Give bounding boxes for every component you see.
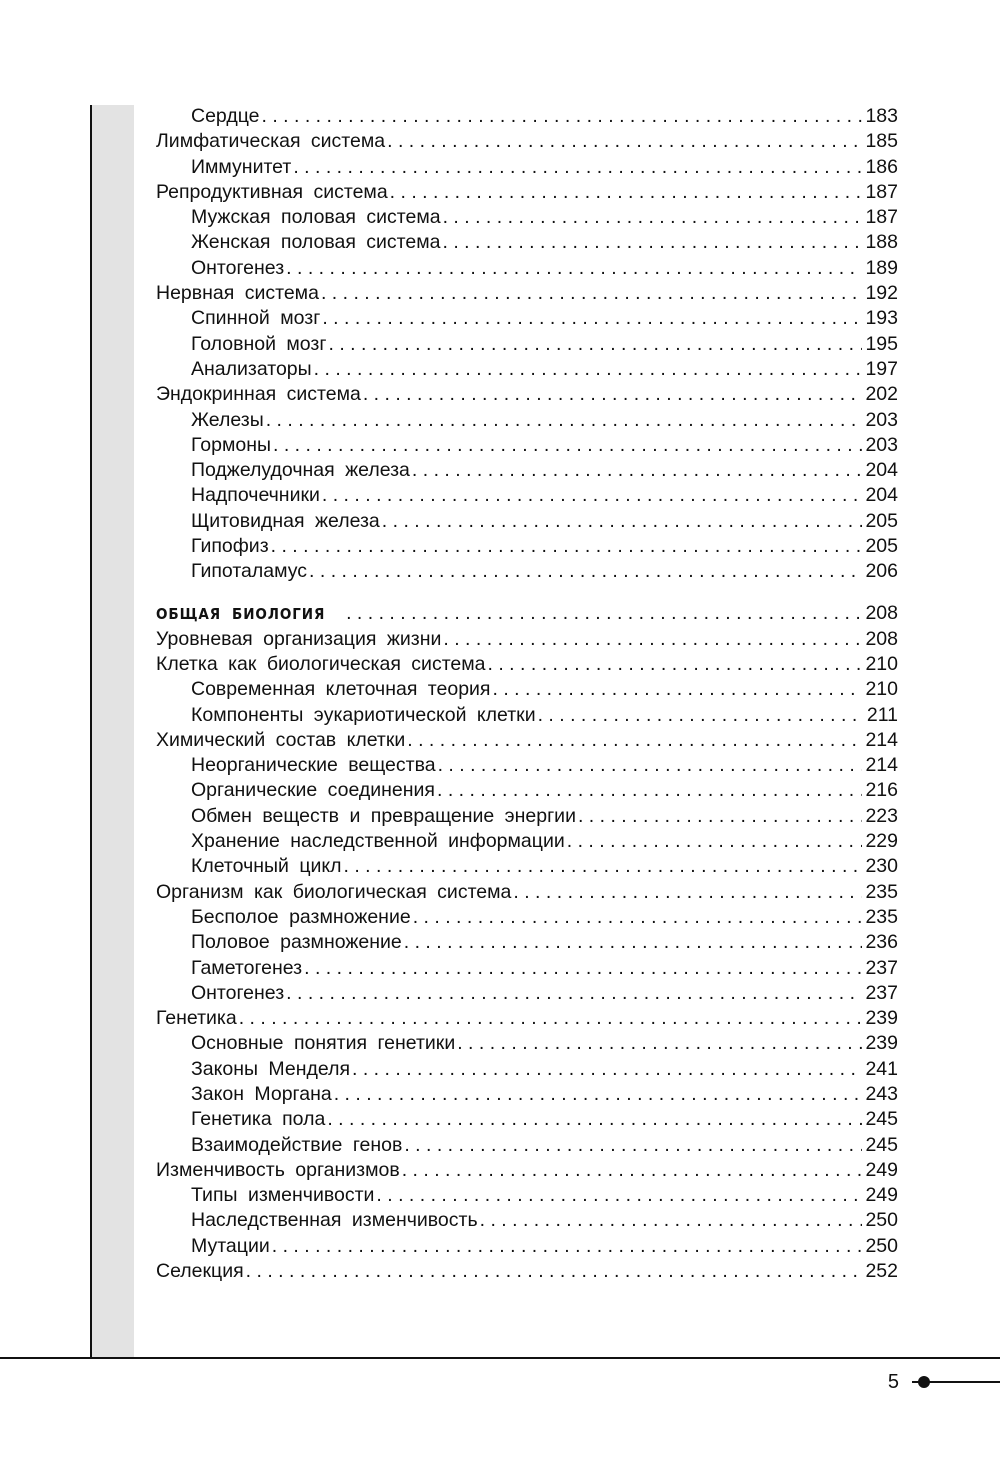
toc-dot-leader	[488, 652, 863, 677]
toc-entry-title: Онтогенез	[191, 256, 285, 279]
toc-entry-page: 250	[865, 1209, 898, 1232]
toc-entry-title: Органические соединения	[191, 779, 435, 802]
toc-entry-page: 187	[865, 206, 898, 229]
toc-entry	[156, 804, 898, 829]
toc-entry-title: Онтогенез	[191, 981, 285, 1004]
toc-dot-leader	[480, 1208, 863, 1233]
toc-dot-leader	[272, 1234, 863, 1259]
toc-entry	[156, 1133, 898, 1158]
toc-entry-title: Бесполое размножение	[191, 905, 411, 928]
toc-entry-title: Щитовидная железа	[191, 509, 380, 532]
toc-entry-title: Репродуктивная система	[156, 180, 388, 203]
toc-dot-leader	[344, 854, 863, 879]
toc-entry	[156, 703, 898, 728]
toc-entry-page: 211	[866, 703, 898, 726]
toc-entry-page: 192	[865, 282, 898, 305]
toc-entry-page: 250	[865, 1234, 898, 1257]
toc-dot-leader	[363, 382, 863, 407]
toc-entry-title: Типы изменчивости	[191, 1184, 375, 1207]
toc-entry-page: 204	[865, 484, 898, 507]
toc-dot-leader	[443, 230, 863, 255]
table-of-contents	[156, 104, 898, 1284]
toc-entry-title: Железы	[191, 408, 264, 431]
toc-entry-title: Клетка как биологическая система	[156, 652, 486, 675]
toc-entry-page: 235	[865, 905, 898, 928]
toc-entry-title: Гормоны	[191, 433, 271, 456]
toc-entry-title: Сердце	[191, 105, 260, 127]
toc-entry-page: 249	[865, 1158, 898, 1181]
toc-entry-title: Гаметогенез	[191, 956, 303, 979]
toc-entry-page: 216	[865, 779, 898, 802]
toc-entry-page: 241	[865, 1057, 898, 1080]
toc-dot-leader	[309, 559, 862, 584]
toc-dot-leader	[578, 804, 862, 829]
toc-entry-title: Клеточный цикл	[191, 855, 342, 878]
toc-entry-title: Химический состав клетки	[156, 728, 406, 751]
toc-dot-leader	[246, 1259, 863, 1284]
toc-entry	[156, 256, 898, 281]
toc-entry-page: 203	[865, 433, 898, 456]
toc-dot-leader	[457, 1031, 862, 1056]
toc-entry	[156, 281, 898, 306]
toc-dot-leader	[404, 930, 863, 955]
toc-dot-leader	[438, 753, 863, 778]
toc-entry-page: 187	[865, 180, 898, 203]
toc-entry-page: 243	[865, 1082, 898, 1105]
margin-rule	[90, 105, 92, 1358]
toc-entry	[156, 753, 898, 778]
toc-entry	[156, 981, 898, 1006]
toc-dot-leader	[443, 205, 863, 230]
toc-entry-title: Генетика пола	[191, 1108, 326, 1131]
toc-entry-title: Неорганические вещества	[191, 754, 436, 777]
toc-entry-title: Хранение наследственной информации	[191, 830, 565, 853]
toc-entry	[156, 778, 898, 803]
toc-entry-title: Спинной мозг	[191, 307, 321, 330]
toc-entry	[156, 1158, 898, 1183]
toc-entry	[156, 332, 898, 357]
toc-entry	[156, 930, 898, 955]
toc-entry	[156, 559, 898, 584]
toc-dot-leader	[352, 1057, 862, 1082]
toc-entry-page: 235	[865, 880, 898, 903]
toc-entry-page: 229	[865, 830, 898, 853]
toc-dot-leader	[387, 129, 862, 154]
toc-entry-page: 210	[865, 652, 898, 675]
toc-entry-page: 236	[865, 931, 898, 954]
toc-entry	[156, 129, 898, 154]
toc-entry-title: Современная клеточная теория	[191, 678, 491, 701]
toc-entry-title: Женская половая система	[191, 231, 441, 254]
toc-entry-page: 214	[865, 728, 898, 751]
toc-entry-title: Анализаторы	[191, 357, 312, 380]
toc-entry	[156, 956, 898, 981]
toc-entry-page: 205	[865, 509, 898, 532]
toc-entry-page: 203	[865, 408, 898, 431]
toc-dot-leader	[262, 104, 863, 129]
toc-entry	[156, 408, 898, 433]
toc-dot-leader	[567, 829, 863, 854]
toc-entry-page: 208	[865, 601, 898, 624]
toc-entry	[156, 1031, 898, 1056]
toc-entry	[156, 357, 898, 382]
toc-entry-page: 245	[865, 1108, 898, 1131]
toc-entry	[156, 230, 898, 255]
toc-entry	[156, 1183, 898, 1208]
toc-dot-leader	[382, 509, 863, 534]
toc-entry	[156, 652, 898, 677]
toc-dot-leader	[239, 1006, 863, 1031]
toc-entry	[156, 854, 898, 879]
toc-entry-page: 206	[865, 560, 898, 583]
bullet-line-ornament	[912, 1372, 1000, 1392]
toc-dot-leader	[437, 778, 862, 803]
toc-entry	[156, 458, 898, 483]
toc-entry-title: Наследственная изменчивость	[191, 1209, 478, 1232]
toc-entry	[156, 509, 898, 534]
toc-dot-leader	[407, 728, 862, 753]
toc-entry-title: Головной мозг	[191, 332, 327, 355]
toc-entry-title: Эндокринная система	[156, 383, 361, 406]
toc-entry	[156, 677, 898, 702]
toc-dot-leader	[513, 880, 862, 905]
toc-entry-page: 245	[865, 1133, 898, 1156]
toc-dot-leader	[493, 677, 863, 702]
toc-entry-title: Основные понятия генетики	[191, 1032, 456, 1055]
toc-entry-title: Поджелудочная железа	[191, 459, 410, 482]
toc-entry-page: 208	[865, 627, 898, 650]
toc-entry	[156, 534, 898, 559]
toc-entry-page: 188	[865, 231, 898, 254]
toc-dot-leader	[346, 601, 862, 626]
toc-dot-leader	[286, 256, 862, 281]
toc-dot-leader	[322, 483, 863, 508]
toc-dot-leader	[273, 433, 862, 458]
toc-entry-page: 214	[865, 754, 898, 777]
toc-entry	[156, 306, 898, 331]
toc-entry-title: Организм как биологическая система	[156, 880, 512, 903]
toc-entry-title: Законы Менделя	[191, 1057, 351, 1080]
toc-entry-page: 237	[865, 981, 898, 1004]
toc-entry-page: 237	[865, 956, 898, 979]
toc-entry	[156, 382, 898, 407]
toc-dot-leader	[322, 306, 862, 331]
toc-dot-leader	[402, 1158, 863, 1183]
toc-entry-title: Надпочечники	[191, 484, 320, 507]
toc-entry	[156, 483, 898, 508]
toc-dot-leader	[304, 956, 862, 981]
toc-entry-title: Мужская половая система	[191, 206, 441, 229]
toc-dot-leader	[538, 703, 864, 728]
toc-entry	[156, 433, 898, 458]
toc-entry	[156, 829, 898, 854]
toc-dot-leader	[443, 627, 862, 652]
toc-entry-title: Мутации	[191, 1234, 270, 1257]
toc-entry-title: Иммунитет	[191, 155, 292, 178]
toc-entry-title: Нервная система	[156, 282, 319, 305]
toc-entry-title: Лимфатическая система	[156, 130, 386, 153]
toc-dot-leader	[271, 534, 863, 559]
toc-entry	[156, 1107, 898, 1132]
toc-dot-leader	[334, 1082, 863, 1107]
toc-entry-page: 210	[865, 678, 898, 701]
toc-dot-leader	[327, 1107, 862, 1132]
toc-entry-page: 239	[865, 1032, 898, 1055]
toc-entry-page: 183	[865, 105, 898, 127]
toc-entry-page: 195	[865, 332, 898, 355]
toc-dot-leader	[293, 155, 862, 180]
toc-entry	[156, 155, 898, 180]
toc-entry-title: Обмен веществ и превращение энергии	[191, 804, 576, 827]
toc-dot-leader	[404, 1133, 862, 1158]
toc-entry	[156, 205, 898, 230]
toc-entry-page: 197	[865, 357, 898, 380]
toc-entry-page: 193	[865, 307, 898, 330]
toc-dot-leader	[376, 1183, 862, 1208]
toc-entry-title: Взаимодействие генов	[191, 1133, 403, 1156]
toc-entry-title: Половое размножение	[191, 931, 402, 954]
toc-dot-leader	[412, 458, 863, 483]
toc-entry	[156, 1234, 898, 1259]
toc-entry	[156, 1259, 898, 1284]
toc-entry	[156, 1082, 898, 1107]
toc-entry	[156, 880, 898, 905]
toc-entry-page: 189	[865, 256, 898, 279]
toc-entry	[156, 180, 898, 205]
toc-entry	[156, 1208, 898, 1233]
toc-entry	[156, 1057, 898, 1082]
toc-dot-leader	[413, 905, 863, 930]
toc-entry	[156, 1006, 898, 1031]
toc-entry-title: Компоненты эукариотической клетки	[191, 703, 536, 726]
toc-entry-page: 230	[865, 855, 898, 878]
margin-band	[92, 105, 134, 1358]
footer-rule	[0, 1357, 1000, 1359]
toc-entry-title: Селекция	[156, 1260, 244, 1283]
toc-entry-title: Гипоталамус	[191, 560, 308, 583]
toc-section-heading	[156, 601, 898, 627]
toc-entry	[156, 905, 898, 930]
toc-entry	[156, 728, 898, 753]
toc-dot-leader	[286, 981, 862, 1006]
toc-entry-page: 249	[865, 1184, 898, 1207]
toc-entry-title: Гипофиз	[191, 535, 269, 558]
toc-entry-title: Закон Моргана	[191, 1082, 332, 1105]
toc-dot-leader	[321, 281, 863, 306]
toc-entry-title: ОБЩАЯ БИОЛОГИЯ	[156, 604, 326, 623]
page-number: 5	[887, 1371, 899, 1393]
toc-entry-title: Уровневая организация жизни	[156, 627, 442, 650]
toc-entry	[156, 104, 898, 129]
toc-entry-title: Генетика	[156, 1007, 237, 1030]
toc-entry-page: 202	[865, 383, 898, 406]
toc-entry-title: Изменчивость организмов	[156, 1158, 400, 1181]
toc-dot-leader	[314, 357, 863, 382]
toc-entry-page: 223	[865, 804, 898, 827]
toc-dot-leader	[390, 180, 863, 205]
toc-entry-page: 205	[865, 535, 898, 558]
toc-entry-page: 239	[865, 1007, 898, 1030]
toc-entry	[156, 627, 898, 652]
toc-entry-page: 186	[865, 155, 898, 178]
toc-entry-page: 252	[865, 1260, 898, 1283]
toc-dot-leader	[266, 408, 863, 433]
toc-dot-leader	[328, 332, 862, 357]
toc-entry-page: 204	[865, 459, 898, 482]
toc-entry-page: 185	[865, 130, 898, 153]
